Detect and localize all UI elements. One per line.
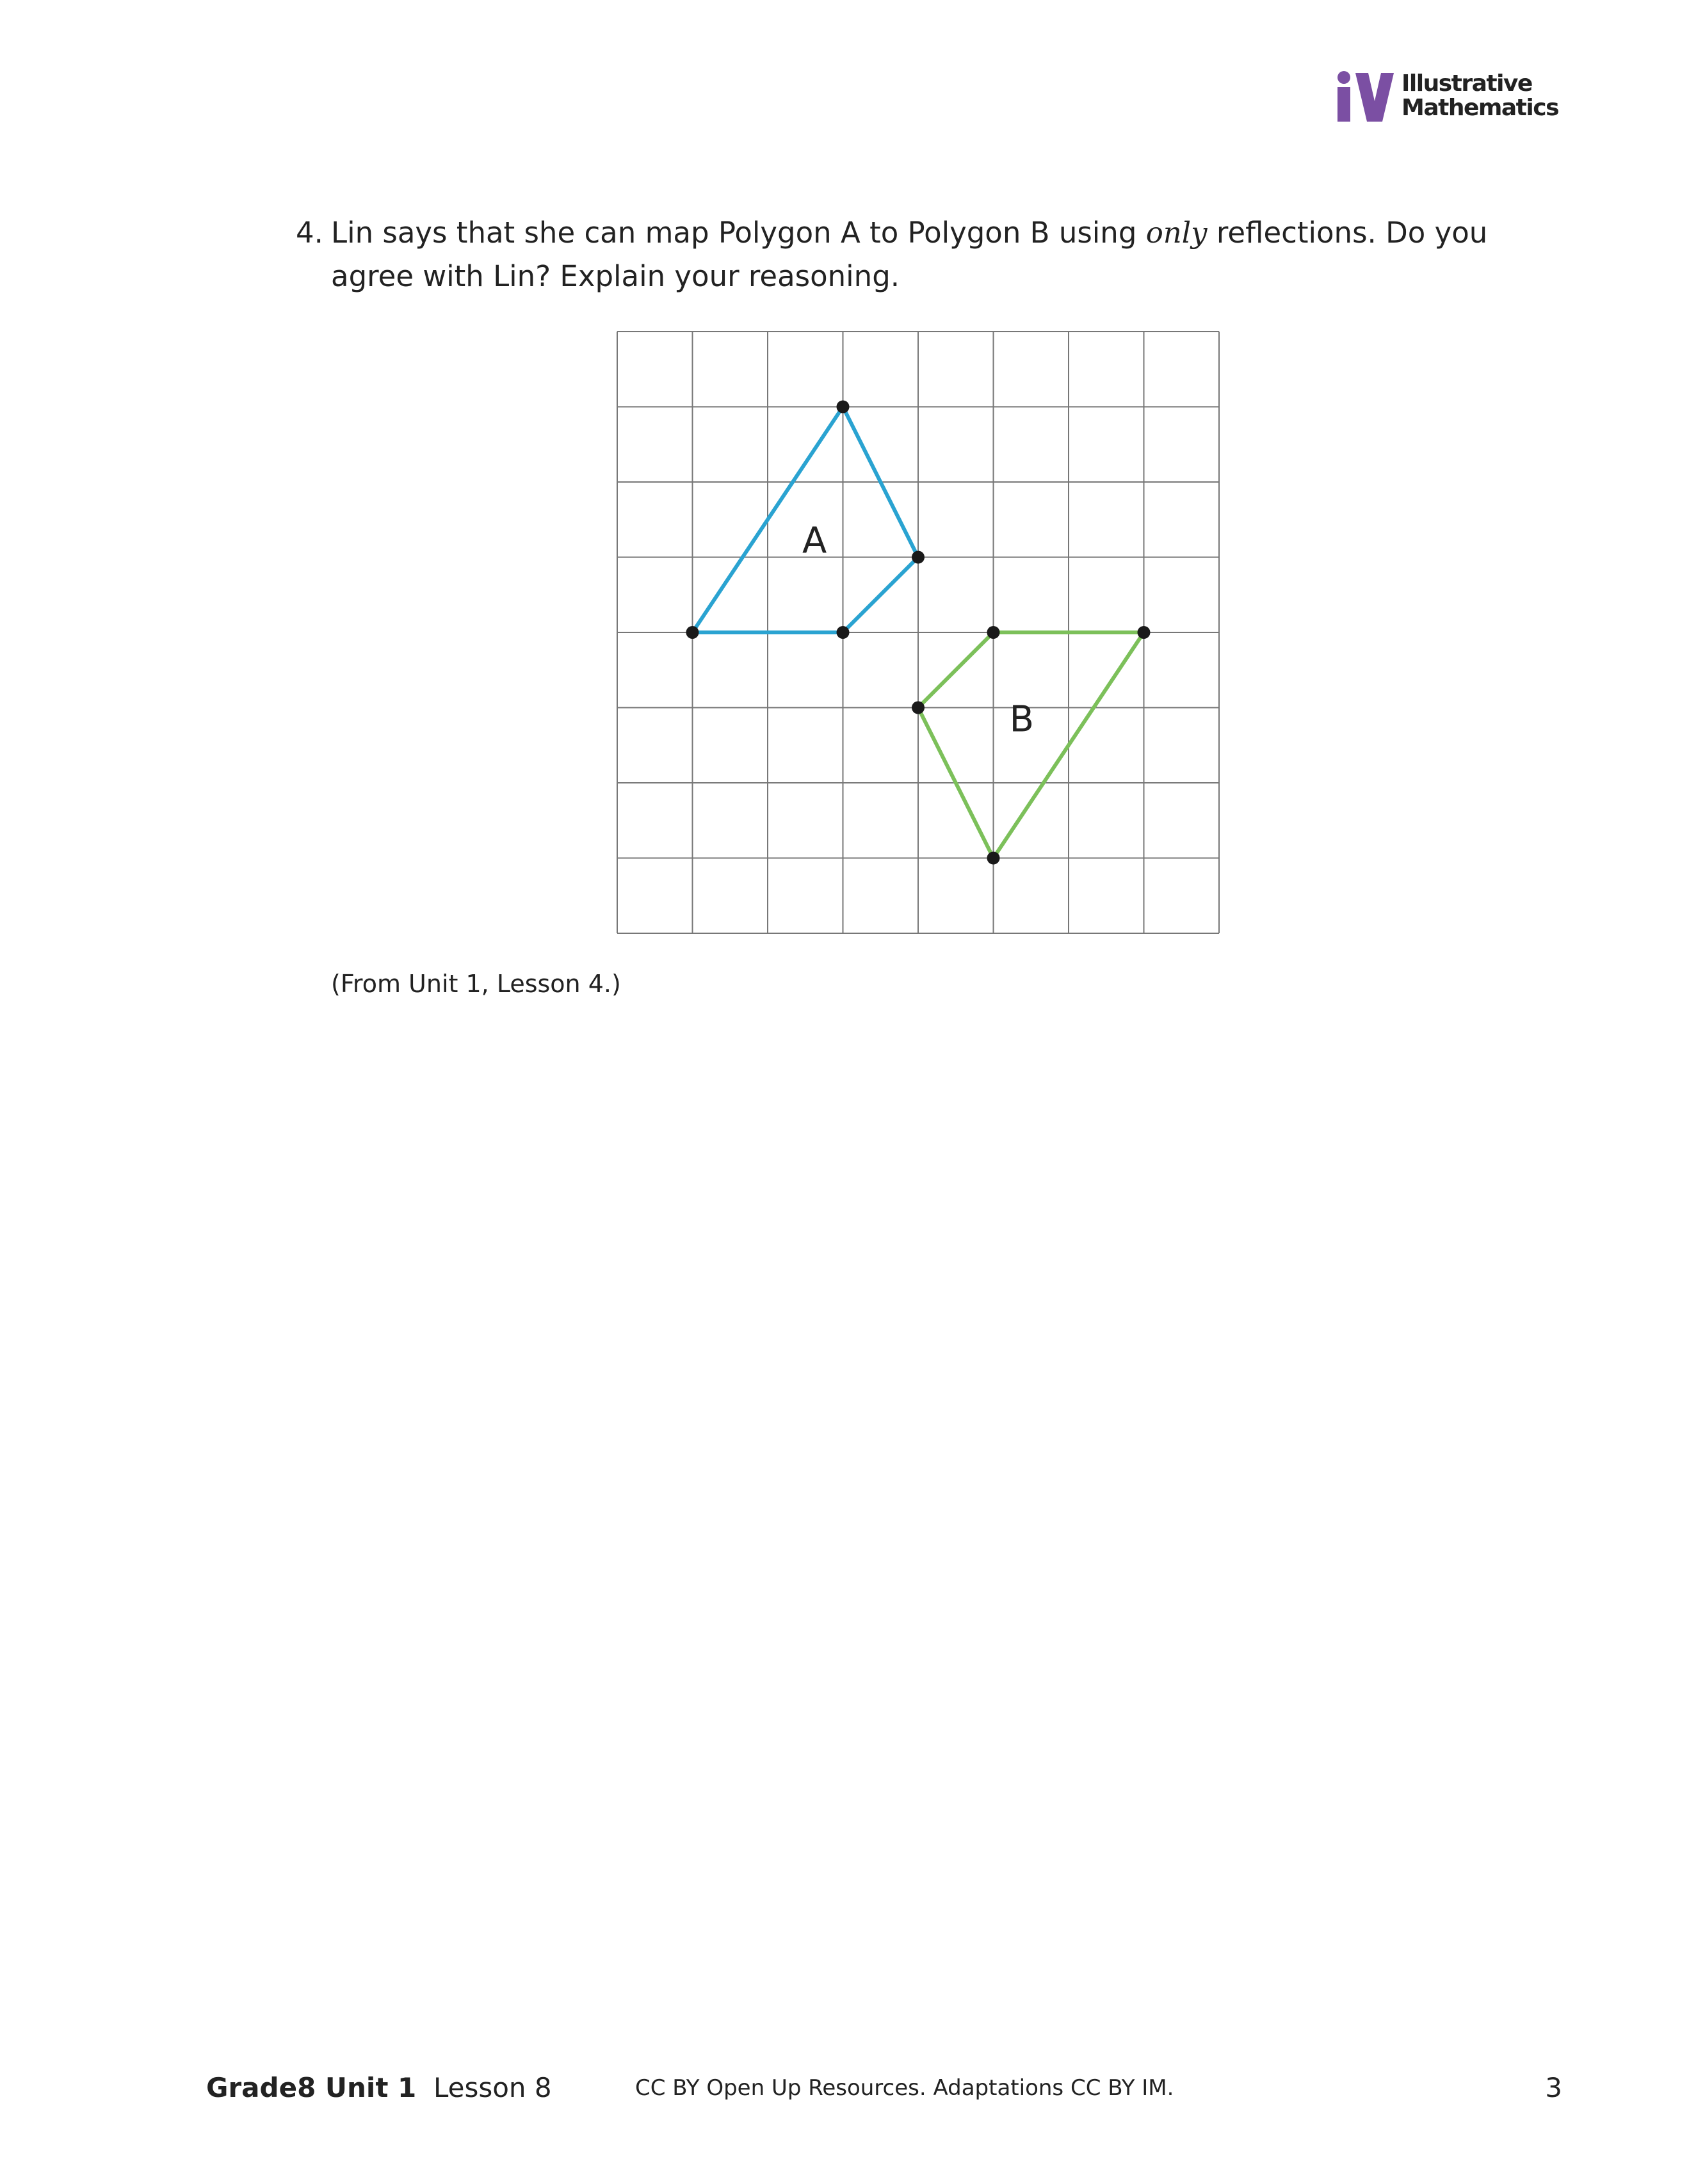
polygon-b-vertex — [1138, 626, 1151, 639]
coordinate-grid-figure — [617, 332, 1219, 933]
polygon-a-vertex — [837, 401, 850, 414]
question-number: 4. — [296, 216, 323, 250]
polygon-a-vertex — [837, 626, 850, 639]
logo-line-2: Mathematics — [1402, 95, 1558, 121]
polygon-b-vertex — [987, 626, 1000, 639]
im-logo-icon — [1335, 70, 1394, 122]
polygon-b-vertex — [987, 852, 1000, 865]
polygon-a-label: A — [802, 520, 827, 562]
question-emphasis: only — [1145, 216, 1208, 250]
page-number: 3 — [1545, 2072, 1562, 2103]
footer-grade-unit: Grade8 Unit 1 — [206, 2072, 417, 2103]
footer-license: CC BY Open Up Resources. Adaptations CC BY IM. — [635, 2075, 1174, 2101]
logo-line-1: Illustrative — [1402, 70, 1532, 97]
page-footer — [0, 2069, 1705, 2107]
polygon-a-vertex — [912, 551, 925, 564]
footer-lesson: Lesson 8 — [433, 2072, 552, 2103]
question-4 — [296, 211, 1551, 298]
grid-svg — [617, 332, 1219, 933]
polygon-a-vertex — [686, 626, 699, 639]
question-text-start: Lin says that she can map Polygon A to Polygon B using — [331, 216, 1146, 250]
polygon-b — [918, 632, 1144, 858]
brand-logo — [1335, 69, 1558, 123]
logo-wordmark — [1402, 72, 1558, 120]
question-text-end: reflections. Do you agree with Lin? Explain your reasoning. — [331, 216, 1488, 293]
source-note: (From Unit 1, Lesson 4.) — [331, 970, 621, 998]
polygon-b-label: B — [1009, 698, 1035, 741]
polygon-b-vertex — [912, 702, 925, 714]
question-text — [331, 211, 1551, 298]
footer-course — [206, 2069, 552, 2107]
